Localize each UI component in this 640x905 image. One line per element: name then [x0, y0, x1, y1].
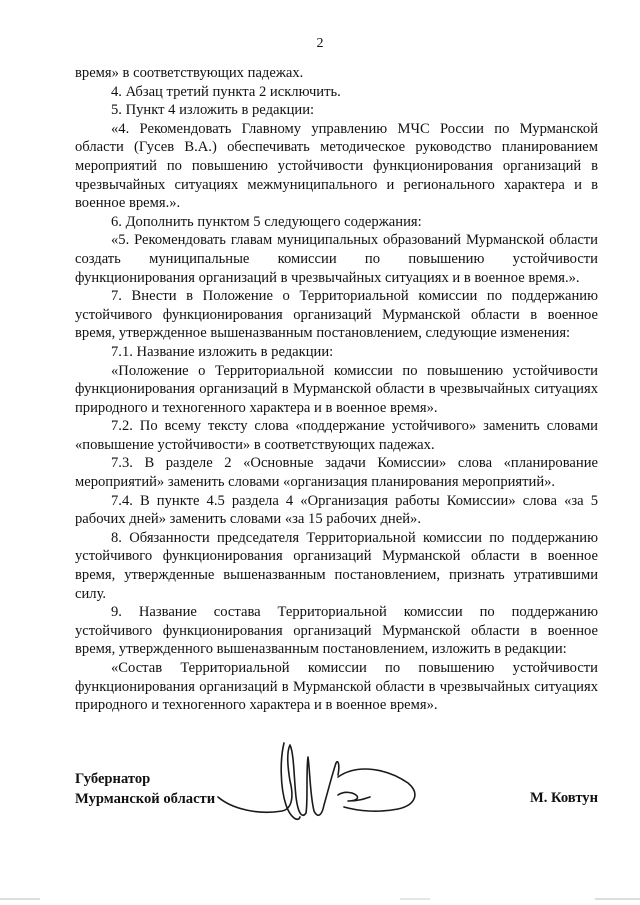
- paragraph-quote-4: «4. Рекомендовать Главному управлению МЧС России по Мурманской области (Гусев В.А.) обеспечивать методическое руководство планированием мероприятий по повышению устойчивости функционирования организаций в чрезвычайных ситуациях межмуниципального и регионального характера и в военное время.».: [75, 120, 598, 212]
- paragraph-continuation: время» в соответствующих падежах.: [75, 65, 304, 81]
- handwritten-signature: [210, 735, 430, 825]
- paragraph-item-5: 5. Пункт 4 изложить в редакции:: [111, 102, 315, 119]
- paragraph-item-8: 8. Обязанности председателя Территориальной комиссии по поддержанию устойчивого функционирования организаций Мурманской области в военное время, утвержденные вышеназванным постановлением, признать утратившими силу.: [75, 529, 598, 602]
- paragraph-item-7-4: 7.4. В пункте 4.5 раздела 4 «Организация работы Комиссии» слова «за 5 рабочих дней» заменить словами «за 15 рабочих дней».: [75, 492, 598, 528]
- paragraph-item-7-2: 7.2. По всему тексту слова «поддержание устойчивого» заменить словами «повышение устойчивости» в соответствующих падежах.: [75, 418, 598, 453]
- paragraph-item-6: 6. Дополнить пунктом 5 следующего содержания:: [111, 213, 422, 230]
- document-body: [75, 64, 598, 715]
- signer-name: М. Ковтун: [529, 790, 598, 806]
- signer-title: [75, 770, 215, 809]
- signature-stroke-main: [218, 745, 339, 815]
- paragraph-item-7: 7. Внести в Положение о Территориальной комиссии по поддержанию устойчивого функционирования организаций Мурманской области в военное время, утвержденное вышеназванным постановлением, следующие изменения:: [75, 288, 598, 342]
- page-number: 2: [316, 36, 324, 51]
- signer-title-line-1: Губернатор: [75, 771, 151, 787]
- scan-edge-marks: [0, 896, 640, 902]
- signature-stroke-underline: [338, 792, 370, 801]
- paragraph-item-7-1: 7.1. Название изложить в редакции:: [111, 343, 334, 360]
- paragraph-quote-title: «Положение о Территориальной комиссии по повышению устойчивости функционирования организаций в Мурманской области в чрезвычайных ситуациях природного и техногенного характера и в военное время».: [75, 362, 598, 416]
- paragraph-item-4: 4. Абзац третий пункта 2 исключить.: [111, 83, 341, 100]
- paragraph-item-9: 9. Название состава Территориальной комиссии по поддержанию устойчивого функционирования организаций Мурманской области в военное время, утвержденного вышеназванным постановлением, изложить в редакции:: [75, 604, 598, 658]
- paragraph-item-7-3: 7.3. В разделе 2 «Основные задачи Комиссии» слова «планирование мероприятий» заменить словами «организация планирования мероприятий».: [75, 455, 598, 491]
- paragraph-quote-5: «5. Рекомендовать главам муниципальных образований Мурманской области создать муниципальные комиссии по повышению устойчивости функционирования организаций в чрезвычайных ситуациях и в военное время.».: [75, 232, 598, 286]
- signature-stroke-tail: [338, 769, 415, 811]
- signer-title-line-2: Мурманской области: [75, 790, 216, 807]
- paragraph-quote-composition: «Состав Территориальной комиссии по повышению устойчивости функционирования организаций в Мурманской области в чрезвычайных ситуациях природного и техногенного характера и в военное время».: [75, 660, 598, 714]
